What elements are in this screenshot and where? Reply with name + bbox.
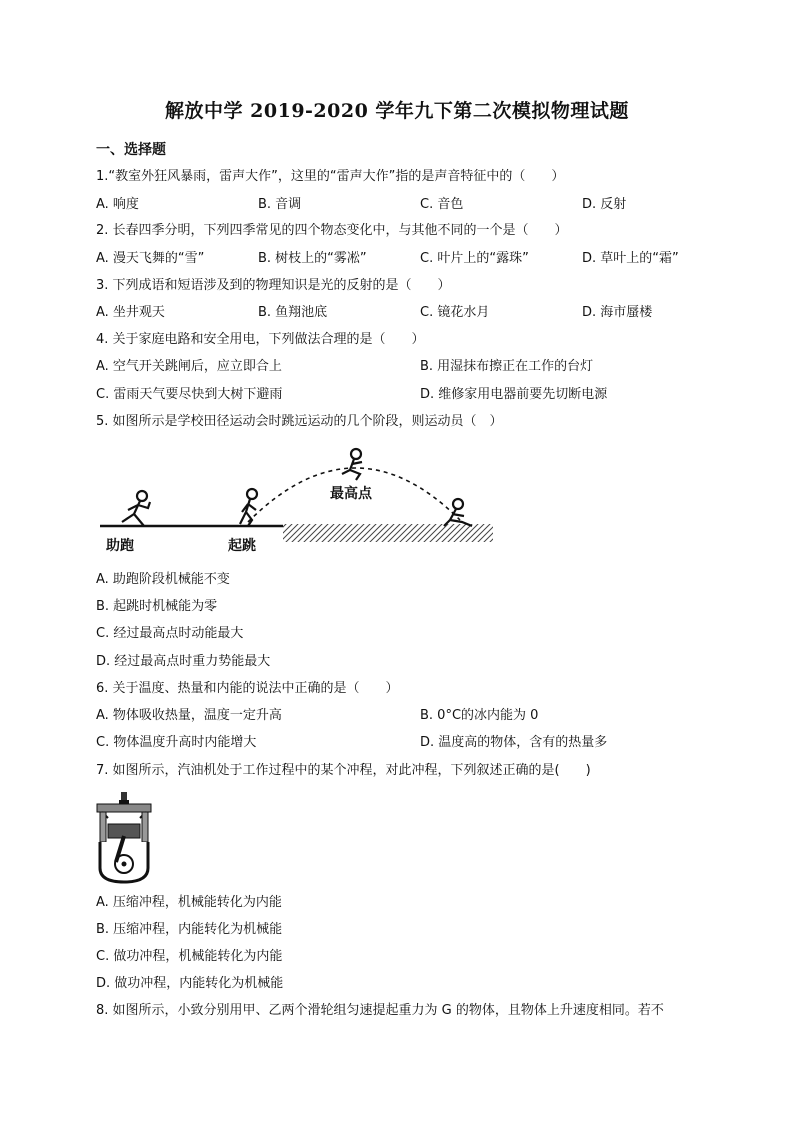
label-run: 助跑 [106,538,134,554]
question-1-option-a: A. 响度 [96,197,139,212]
question-5-option-d: D. 经过最高点时重力势能最大 [96,654,271,669]
question-4-option-a: A. 空气开关跳闸后，应立即合上 [96,359,282,374]
question-2-option-a: A. 漫天飞舞的“雪” [96,251,205,266]
landing-figure [444,499,472,526]
question-4-option-d: D. 维修家用电器前要先切断电源 [420,387,608,402]
question-3-option-a: A. 坐井观天 [96,305,165,320]
runner-figure [122,491,150,526]
question-1-option-c: C. 音色 [420,197,464,212]
question-2-option-c: C. 叶片上的“露珠” [420,251,529,266]
long-jump-figure [100,440,495,558]
question-4-option-b: B. 用湿抹布擦正在工作的台灯 [420,359,594,374]
sand-pit [283,524,493,542]
question-2-option-b: B. 树枝上的“雾凇” [258,251,367,266]
question-3-stem: 3. 下列成语和短语涉及到的物理知识是光的反射的是（ ） [96,278,451,293]
question-7-stem: 7. 如图所示，汽油机处于工作过程中的某个冲程，对此冲程，下列叙述正确的是( ) [96,763,591,778]
question-6-stem: 6. 关于温度、热量和内能的说法中正确的是（ ） [96,681,399,696]
question-6-option-b: B. 0°C的冰内能为 0 [420,708,539,723]
page-title: 解放中学 2019-2020 学年九下第二次模拟物理试题 [165,100,629,122]
question-1-stem: 1.“教室外狂风暴雨，雷声大作”，这里的“雷声大作”指的是声音特征中的（ ） [96,169,565,184]
question-4-option-c: C. 雷雨天气要尽快到大树下避雨 [96,387,283,402]
engine-figure [94,790,156,886]
section-heading: 一、选择题 [96,142,166,158]
question-3-option-b: B. 鱼翔池底 [258,305,328,320]
question-3-option-c: C. 镜花水月 [420,305,490,320]
question-2-option-d: D. 草叶上的“霜” [582,251,679,266]
question-5-stem: 5. 如图所示是学校田径运动会时跳远运动的几个阶段，则运动员（ ） [96,414,503,429]
question-5-option-c: C. 经过最高点时动能最大 [96,626,244,641]
question-5-option-b: B. 起跳时机械能为零 [96,599,218,614]
question-6-option-c: C. 物体温度升高时内能增大 [96,735,257,750]
question-5-option-a: A. 助跑阶段机械能不变 [96,572,230,587]
question-7-option-d: D. 做功冲程，内能转化为机械能 [96,976,284,991]
apex-figure [342,449,362,480]
question-7-option-c: C. 做功冲程，机械能转化为内能 [96,949,283,964]
question-1-option-d: D. 反射 [582,197,627,212]
question-6-option-a: A. 物体吸收热量，温度一定升高 [96,708,282,723]
label-top: 最高点 [330,486,372,502]
question-3-option-d: D. 海市蜃楼 [582,305,653,320]
question-4-stem: 4. 关于家庭电路和安全用电，下列做法合理的是（ ） [96,332,425,347]
question-6-option-d: D. 温度高的物体，含有的热量多 [420,735,608,750]
question-7-option-b: B. 压缩冲程，内能转化为机械能 [96,922,283,937]
question-1-option-b: B. 音调 [258,197,302,212]
question-7-option-a: A. 压缩冲程，机械能转化为内能 [96,895,282,910]
question-8-stem: 8. 如图所示，小致分别用甲、乙两个滑轮组匀速提起重力为 G 的物体，且物体上升速度相同。若不 [96,1003,664,1018]
question-2-stem: 2. 长春四季分明，下列四季常见的四个物态变化中，与其他不同的一个是（ ） [96,223,568,238]
label-jump: 起跳 [228,538,256,554]
